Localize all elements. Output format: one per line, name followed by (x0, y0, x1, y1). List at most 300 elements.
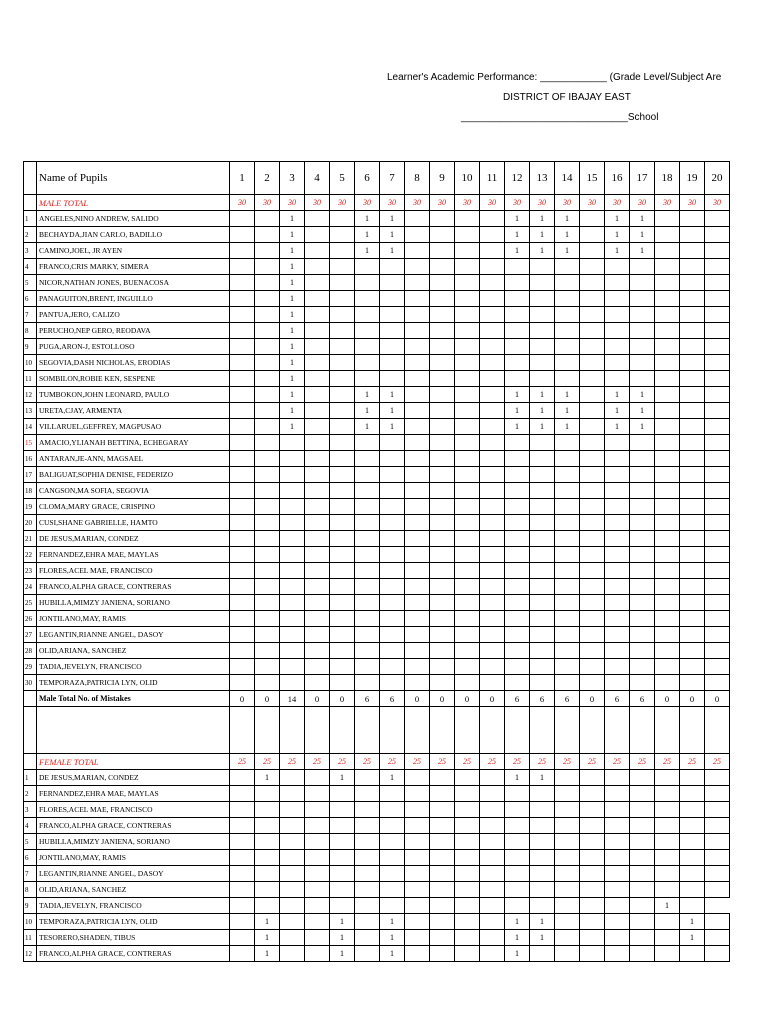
mistake-cell (555, 834, 580, 850)
mistake-cell (455, 435, 480, 451)
mistake-cell (455, 291, 480, 307)
mistake-cell (555, 595, 580, 611)
male-mistakes-cell: 6 (530, 691, 555, 707)
mistake-cell (555, 547, 580, 563)
blank-cell (655, 707, 680, 754)
mistake-cell (380, 323, 405, 339)
mistake-cell (555, 579, 580, 595)
pupil-name: DE JESUS,MARIAN, CONDEZ (37, 770, 230, 786)
mistake-cell (455, 531, 480, 547)
mistake-cell (355, 515, 380, 531)
mistake-cell: 1 (505, 770, 530, 786)
mistake-cell (580, 515, 605, 531)
mistake-cell (605, 531, 630, 547)
mistake-cell (455, 563, 480, 579)
male-total-cell: 30 (555, 195, 580, 211)
mistake-cell (580, 898, 605, 914)
mistake-cell (455, 403, 480, 419)
mistake-cell (655, 387, 680, 403)
mistake-cell (280, 866, 305, 882)
mistake-cell (605, 579, 630, 595)
mistake-cell (230, 946, 255, 962)
mistake-cell (455, 930, 480, 946)
mistake-cell (580, 834, 605, 850)
mistake-cell (530, 323, 555, 339)
female-total-cell: 25 (555, 754, 580, 770)
male-total-cell: 30 (230, 195, 255, 211)
blank-cell (230, 707, 255, 754)
pupil-name: FLORES,ACEL MAE, FRANCISCO (37, 563, 230, 579)
male-mistakes-cell: 6 (630, 691, 655, 707)
item-column-header: 13 (530, 162, 555, 195)
mistake-cell (405, 898, 430, 914)
mistake-cell (455, 850, 480, 866)
mistake-cell (330, 515, 355, 531)
mistake-cell (680, 802, 705, 818)
mistake-cell (455, 595, 480, 611)
mistake-cell (705, 834, 730, 850)
mistake-cell (405, 275, 430, 291)
mistake-cell (605, 786, 630, 802)
mistake-cell (305, 866, 330, 882)
mistake-cell (680, 435, 705, 451)
mistake-cell: 1 (555, 243, 580, 259)
mistake-cell (655, 627, 680, 643)
female-total-cell: 25 (280, 754, 305, 770)
mistake-cell (455, 419, 480, 435)
mistake-cell (305, 611, 330, 627)
mistake-cell (355, 898, 380, 914)
mistake-cell (705, 419, 730, 435)
mistake-cell (580, 675, 605, 691)
mistake-cell (705, 563, 730, 579)
mistake-cell: 1 (280, 403, 305, 419)
mistake-cell (555, 467, 580, 483)
mistake-cell (480, 307, 505, 323)
mistake-cell (255, 435, 280, 451)
male-mistakes-cell: 6 (505, 691, 530, 707)
mistake-cell (305, 275, 330, 291)
mistake-cell (355, 595, 380, 611)
mistake-cell (430, 770, 455, 786)
mistake-cell (255, 834, 280, 850)
mistake-cell (555, 930, 580, 946)
mistake-cell (580, 547, 605, 563)
mistake-cell (355, 467, 380, 483)
mistake-cell (605, 946, 630, 962)
table-row (24, 227, 730, 243)
mistake-cell (655, 595, 680, 611)
mistake-cell (430, 387, 455, 403)
mistake-cell (255, 227, 280, 243)
mistake-cell (330, 659, 355, 675)
pupil-name: URETA,CJAY, ARMENTA (37, 403, 230, 419)
mistake-cell (580, 866, 605, 882)
mistake-cell: 1 (355, 243, 380, 259)
mistake-cell (630, 946, 655, 962)
mistake-cell (655, 946, 680, 962)
mistake-cell (655, 930, 680, 946)
mistake-cell (380, 834, 405, 850)
mistake-cell (680, 531, 705, 547)
mistake-cell (355, 643, 380, 659)
pupil-name: PERUCHO,NEP GERO, REODAVA (37, 323, 230, 339)
row-number: 4 (24, 259, 37, 275)
mistake-cell (455, 786, 480, 802)
mistake-cell (530, 307, 555, 323)
mistake-cell (430, 834, 455, 850)
table-row (24, 243, 730, 259)
mistake-cell (430, 547, 455, 563)
pupil-name: CLOMA,MARY GRACE, CRISPINO (37, 499, 230, 515)
male-total-cell: 30 (480, 195, 505, 211)
mistake-cell (430, 786, 455, 802)
mistake-cell (705, 882, 730, 898)
mistake-cell (605, 898, 630, 914)
mistake-cell (580, 355, 605, 371)
mistake-cell (430, 818, 455, 834)
mistake-cell (605, 339, 630, 355)
mistake-cell (480, 291, 505, 307)
row-number: 25 (24, 595, 37, 611)
mistake-cell (405, 403, 430, 419)
mistake-cell (430, 563, 455, 579)
mistake-cell (455, 914, 480, 930)
mistake-cell (305, 930, 330, 946)
mistake-cell (680, 499, 705, 515)
mistake-cell (555, 946, 580, 962)
mistake-cell (605, 802, 630, 818)
mistake-cell (480, 659, 505, 675)
mistake-cell (505, 339, 530, 355)
mistake-cell (305, 850, 330, 866)
mistake-cell (355, 307, 380, 323)
pupil-name: PANTUA,JERO, CALIZO (37, 307, 230, 323)
mistake-cell (655, 467, 680, 483)
table-row (24, 259, 730, 275)
mistake-cell (505, 898, 530, 914)
pupil-name: FRANCO,ALPHA GRACE, CONTRERAS (37, 818, 230, 834)
mistake-cell (255, 659, 280, 675)
mistake-cell (405, 946, 430, 962)
mistake-cell (230, 643, 255, 659)
row-number: 1 (24, 211, 37, 227)
mistake-cell (555, 259, 580, 275)
mistake-cell (305, 770, 330, 786)
mistake-cell (580, 818, 605, 834)
mistakes-table (23, 161, 730, 962)
mistake-cell (380, 355, 405, 371)
mistake-cell: 1 (505, 387, 530, 403)
male-total-cell: 30 (505, 195, 530, 211)
table-row (24, 786, 730, 802)
mistake-cell (380, 898, 405, 914)
item-column-header: 1 (230, 162, 255, 195)
mistake-cell (430, 275, 455, 291)
item-column-header: 18 (655, 162, 680, 195)
mistake-cell (505, 834, 530, 850)
mistake-cell (580, 627, 605, 643)
table-row (24, 451, 730, 467)
mistake-cell (505, 307, 530, 323)
mistake-cell (230, 435, 255, 451)
male-mistakes-cell: 0 (405, 691, 430, 707)
mistake-cell (280, 563, 305, 579)
mistake-cell (380, 499, 405, 515)
mistake-cell (555, 786, 580, 802)
mistake-cell (255, 291, 280, 307)
mistake-cell (330, 435, 355, 451)
mistake-cell (255, 211, 280, 227)
mistake-cell: 1 (505, 946, 530, 962)
mistake-cell (605, 371, 630, 387)
mistake-cell: 1 (555, 211, 580, 227)
mistake-cell (455, 467, 480, 483)
mistake-cell (580, 499, 605, 515)
mistake-cell (355, 451, 380, 467)
mistake-cell (530, 371, 555, 387)
male-mistakes-cell: 0 (480, 691, 505, 707)
pupil-name: TEMPORAZA,PATRICIA LYN, OLID (37, 914, 230, 930)
pupil-name: TADIA,JEVELYN, FRANCISCO (37, 659, 230, 675)
mistake-cell (705, 483, 730, 499)
mistake-cell (480, 898, 505, 914)
mistake-cell (355, 435, 380, 451)
row-number: 6 (24, 850, 37, 866)
mistake-cell (530, 355, 555, 371)
mistake-cell (580, 946, 605, 962)
mistake-cell (505, 451, 530, 467)
mistake-cell (655, 818, 680, 834)
mistake-cell (330, 323, 355, 339)
mistake-cell (480, 259, 505, 275)
mistake-cell (330, 355, 355, 371)
mistake-cell: 1 (280, 259, 305, 275)
blank-cell (505, 707, 530, 754)
item-column-header: 2 (255, 162, 280, 195)
name-header: Name of Pupils (37, 162, 230, 195)
mistake-cell (330, 387, 355, 403)
mistake-cell (455, 643, 480, 659)
mistake-cell (355, 627, 380, 643)
mistake-cell (380, 275, 405, 291)
mistake-cell (455, 882, 480, 898)
mistake-cell (705, 770, 730, 786)
mistake-cell: 1 (630, 211, 655, 227)
table-row (24, 563, 730, 579)
mistake-cell (555, 675, 580, 691)
male-mistakes-cell: 0 (330, 691, 355, 707)
mistake-cell (655, 515, 680, 531)
table-row (24, 930, 730, 946)
mistake-cell (505, 786, 530, 802)
mistake-cell (330, 259, 355, 275)
pupil-name: TESORERO,SHADEN, TIBUS (37, 930, 230, 946)
mistake-cell (630, 307, 655, 323)
mistake-cell (280, 930, 305, 946)
mistake-cell (580, 643, 605, 659)
mistake-cell (705, 515, 730, 531)
table-row (24, 946, 730, 962)
mistake-cell: 1 (530, 770, 555, 786)
mistake-cell (555, 499, 580, 515)
mistake-cell (680, 243, 705, 259)
mistake-cell (230, 243, 255, 259)
row-number: 29 (24, 659, 37, 675)
mistake-cell (255, 802, 280, 818)
mistake-cell (355, 547, 380, 563)
mistake-cell (305, 451, 330, 467)
mistake-cell (380, 483, 405, 499)
mistake-cell (230, 259, 255, 275)
male-mistakes-cell: 0 (705, 691, 730, 707)
pupil-name: JONTILANO,MAY, RAMIS (37, 850, 230, 866)
mistake-cell (555, 643, 580, 659)
mistake-cell (305, 371, 330, 387)
mistake-cell (430, 499, 455, 515)
mistake-cell (405, 850, 430, 866)
mistake-cell (680, 675, 705, 691)
mistake-cell (405, 515, 430, 531)
mistake-cell (655, 643, 680, 659)
female-total-cell: 25 (655, 754, 680, 770)
mistake-cell (405, 371, 430, 387)
mistake-cell (380, 547, 405, 563)
female-total-cell: 25 (480, 754, 505, 770)
mistake-cell (305, 419, 330, 435)
pupil-name: ANTARAN,JE-ANN, MAGSAEL (37, 451, 230, 467)
mistake-cell (330, 211, 355, 227)
mistake-cell (705, 627, 730, 643)
table-row (24, 914, 730, 930)
mistake-cell (255, 818, 280, 834)
male-mistakes-cell: 0 (655, 691, 680, 707)
pupil-name: FRANCO,ALPHA GRACE, CONTRERAS (37, 946, 230, 962)
mistake-cell (655, 770, 680, 786)
pupil-name: FLORES,ACEL MAE, FRANCISCO (37, 802, 230, 818)
item-column-header: 9 (430, 162, 455, 195)
mistake-cell (655, 659, 680, 675)
male-mistakes-cell: 6 (355, 691, 380, 707)
row-number: 18 (24, 483, 37, 499)
mistake-cell (555, 307, 580, 323)
mistake-cell (430, 627, 455, 643)
mistake-cell (705, 275, 730, 291)
mistake-cell (230, 403, 255, 419)
mistake-cell (230, 786, 255, 802)
pupil-name: FERNANDEZ,EHRA MAE, MAYLAS (37, 547, 230, 563)
male-total-cell: 30 (255, 195, 280, 211)
mistake-cell (255, 611, 280, 627)
male-mistakes-row (24, 691, 730, 707)
mistake-cell (330, 243, 355, 259)
mistake-cell (630, 866, 655, 882)
mistake-cell (605, 914, 630, 930)
mistake-cell (355, 770, 380, 786)
mistake-cell (230, 866, 255, 882)
mistake-cell (455, 802, 480, 818)
pupil-name: SOMBILON,ROBIE KEN, SESPENE (37, 371, 230, 387)
row-number: 24 (24, 579, 37, 595)
item-column-header: 16 (605, 162, 630, 195)
school-line: ______________________________School (461, 112, 659, 123)
mistake-cell (430, 435, 455, 451)
mistake-cell (280, 499, 305, 515)
mistake-cell (530, 802, 555, 818)
mistake-cell (680, 579, 705, 595)
mistake-cell (630, 531, 655, 547)
mistake-cell (655, 531, 680, 547)
mistake-cell (680, 467, 705, 483)
mistake-cell (680, 211, 705, 227)
mistake-cell (680, 483, 705, 499)
mistake-cell: 1 (255, 770, 280, 786)
mistake-cell: 1 (630, 419, 655, 435)
mistake-cell (705, 659, 730, 675)
pupil-name: OLID,ARIANA, SANCHEZ (37, 882, 230, 898)
mistake-cell (255, 483, 280, 499)
mistake-cell (705, 387, 730, 403)
mistake-cell (280, 946, 305, 962)
mistake-cell (355, 611, 380, 627)
mistake-cell (430, 930, 455, 946)
mistake-cell (480, 515, 505, 531)
mistake-cell (405, 595, 430, 611)
female-total-cell: 25 (330, 754, 355, 770)
male-total-cell: 30 (630, 195, 655, 211)
mistake-cell (705, 930, 730, 946)
mistake-cell: 1 (530, 387, 555, 403)
mistake-cell (605, 515, 630, 531)
mistake-cell (705, 355, 730, 371)
mistake-cell (655, 307, 680, 323)
row-number: 4 (24, 818, 37, 834)
mistake-cell (680, 834, 705, 850)
row-number: 20 (24, 515, 37, 531)
mistake-cell: 1 (555, 387, 580, 403)
mistake-cell (705, 611, 730, 627)
row-number: 11 (24, 930, 37, 946)
table-row (24, 211, 730, 227)
table-row (24, 291, 730, 307)
mistake-cell (530, 435, 555, 451)
blank-cell (380, 707, 405, 754)
pupil-name: PUGA,ARON-J, ESTOLLOSO (37, 339, 230, 355)
mistake-cell (405, 451, 430, 467)
item-column-header: 17 (630, 162, 655, 195)
mistake-cell (580, 579, 605, 595)
blank-cell (630, 707, 655, 754)
mistake-cell: 1 (280, 243, 305, 259)
mistake-cell (405, 339, 430, 355)
male-total-cell: 30 (430, 195, 455, 211)
mistake-cell (605, 259, 630, 275)
mistake-cell (455, 627, 480, 643)
mistake-cell (230, 531, 255, 547)
mistake-cell (405, 499, 430, 515)
row-number: 22 (24, 547, 37, 563)
mistake-cell (630, 371, 655, 387)
mistake-cell (630, 339, 655, 355)
mistake-cell (230, 818, 255, 834)
mistake-cell (330, 579, 355, 595)
mistake-cell (655, 355, 680, 371)
mistake-cell (380, 627, 405, 643)
mistake-cell: 1 (280, 275, 305, 291)
male-total-cell: 30 (680, 195, 705, 211)
mistake-cell (305, 387, 330, 403)
mistake-cell (630, 515, 655, 531)
